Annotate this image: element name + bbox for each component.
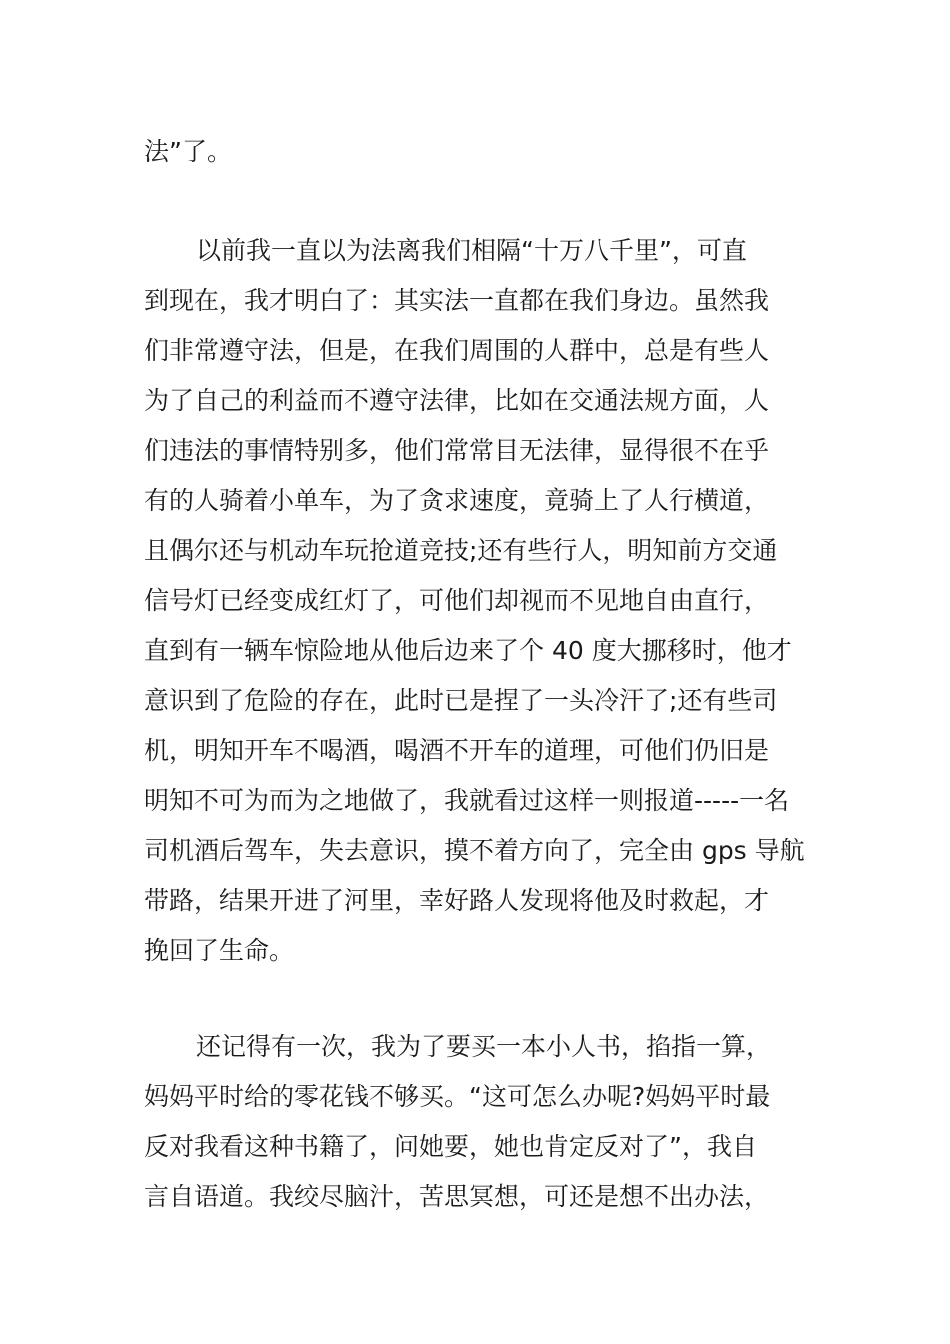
paragraph-line: 们非常遵守法，但是，在我们周围的人群中，总是有些人	[144, 336, 770, 365]
paragraph-line: 有的人骑着小单车，为了贪求速度，竟骑上了人行横道，	[144, 486, 770, 515]
paragraph-line: 且偶尔还与机动车玩抢道竞技;还有些行人，明知前方交通	[144, 536, 778, 565]
paragraph-line: 机，明知开车不喝酒，喝酒不开车的道理，可他们仍旧是	[144, 736, 770, 765]
paragraph-line: 到现在，我才明白了：其实法一直都在我们身边。虽然我	[144, 286, 770, 315]
paragraph-line: 直到有一辆车惊险地从他后边来了个 40 度大挪移时，他才	[144, 636, 792, 665]
paragraph-line: 带路，结果开进了河里，幸好路人发现将他及时救起，才	[144, 886, 770, 915]
paragraph-line: 明知不可为而为之地做了，我就看过这样一则报道-----一名	[144, 786, 790, 815]
paragraph-line: 以前我一直以为法离我们相隔“十万八千里”，可直	[196, 236, 747, 265]
paragraph-line: 反对我看这种书籍了，问她要，她也肯定反对了”，我自	[144, 1132, 757, 1161]
paragraph-line: 们违法的事情特别多，他们常常目无法律，显得很不在乎	[144, 436, 770, 465]
paragraph-line: 挽回了生命。	[144, 936, 295, 965]
paragraph-line: 言自语道。我绞尽脑汁，苦思冥想，可还是想不出办法，	[144, 1182, 770, 1211]
paragraph-line: 法”了。	[144, 137, 232, 166]
paragraph-line: 为了自己的利益而不遵守法律，比如在交通法规方面，人	[144, 386, 770, 415]
paragraph-line: 还记得有一次，我为了要买一本小人书，掐指一算，	[196, 1032, 772, 1061]
paragraph-line: 信号灯已经变成红灯了，可他们却视而不见地自由直行，	[144, 586, 770, 615]
paragraph-line: 意识到了危险的存在，此时已是捏了一头冷汗了;还有些司	[144, 686, 778, 715]
paragraph-line: 妈妈平时给的零花钱不够买。“这可怎么办呢?妈妈平时最	[144, 1082, 771, 1111]
paragraph-line: 司机酒后驾车，失去意识，摸不着方向了，完全由 gps 导航	[144, 836, 805, 865]
